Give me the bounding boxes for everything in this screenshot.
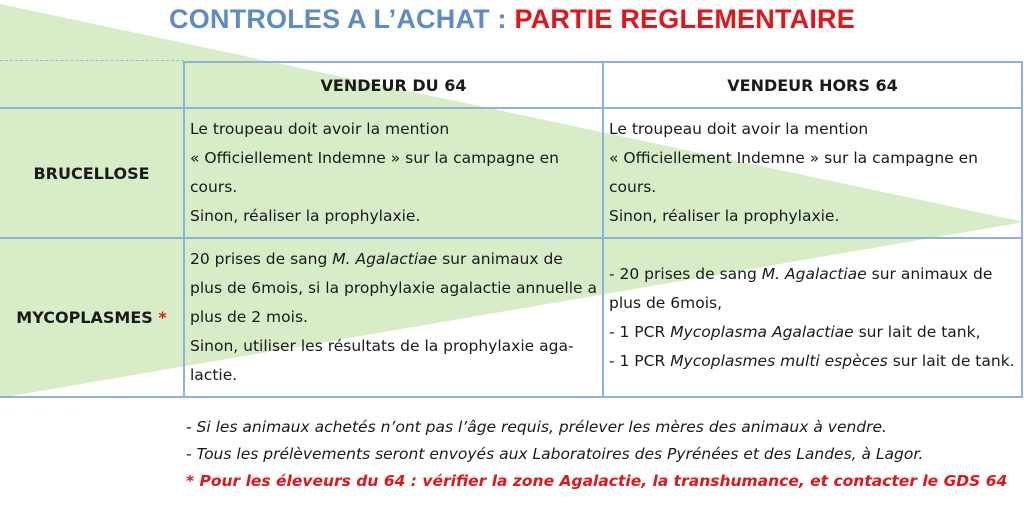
species-name: Mycoplasmes multi espèces [670, 351, 888, 370]
species-name: M. Agalactiae [761, 264, 867, 283]
text-fragment: sur animaux de plus de 6mois, si la prophylaxie agalactie annuelle a plus de 2 mois. [190, 250, 598, 326]
footnote-laboratory: - Tous les prélèvements seront envoyés aux Laboratoires des Pyrénées et des Landes, à Lagor. [186, 445, 924, 463]
text-line: Sinon, réaliser la prophylaxie. [609, 207, 840, 225]
text-line: Sinon, utiliser les résultats de la prophylaxie aga-lactie. [190, 337, 574, 384]
text-line: « Officiellement Indemne » sur la campagne en cours. [609, 149, 979, 196]
header-vendeur-hors-64: VENDEUR HORS 64 [603, 62, 1022, 108]
asterisk-marker: * [158, 308, 167, 327]
text-line [190, 245, 599, 332]
footnote-age: - Si les animaux achetés n’ont pas l’âge requis, prélever les mères des animaux à vendre. [186, 418, 887, 436]
mycoplasmes-vendeur-64-cell [184, 238, 603, 397]
text-fragment: - 1 PCR [609, 322, 671, 341]
species-name: Mycoplasma Agalactiae [670, 322, 854, 341]
text-line [609, 347, 1018, 376]
row-label-text: MYCOPLASMES [16, 308, 153, 327]
text-line [609, 260, 1018, 318]
header-vendeur-64: VENDEUR DU 64 [184, 62, 603, 108]
text-fragment: sur animaux de plus de 6mois, [609, 264, 993, 312]
page-title [0, 4, 1024, 35]
row-label-mycoplasmes [0, 238, 184, 397]
control-table [0, 61, 1023, 398]
table-row-mycoplasmes [0, 238, 1022, 397]
species-name: M. Agalactiae [332, 250, 438, 268]
footnote-warning: * Pour les éleveurs du 64 : vérifier la zone Agalactie, la transhumance, et contacter le GDS 64 [186, 472, 1008, 490]
footnotes [186, 414, 1007, 495]
text-line [609, 318, 1018, 347]
text-line: Le troupeau doit avoir la mention [609, 120, 869, 138]
text-fragment: - 20 prises de sang [609, 264, 762, 283]
row-label-brucellose: BRUCELLOSE [0, 108, 184, 238]
text-fragment: sur lait de tank. [887, 351, 1015, 370]
title-highlight: PARTIE REGLEMENTAIRE [514, 4, 855, 34]
brucellose-vendeur-hors-64-cell [603, 108, 1022, 238]
text-fragment: sur lait de tank, [853, 322, 981, 341]
brucellose-vendeur-64-cell [184, 108, 603, 238]
table-header-row [0, 62, 1022, 108]
text-line: « Officiellement Indemne » sur la campagne en cours. [190, 149, 560, 196]
title-main: CONTROLES A L’ACHAT : [169, 4, 515, 34]
text-line: Le troupeau doit avoir la mention [190, 120, 450, 138]
table-corner-cell [0, 62, 184, 108]
text-fragment: 20 prises de sang [190, 250, 333, 268]
text-line: Sinon, réaliser la prophylaxie. [190, 207, 421, 225]
table-row-brucellose [0, 108, 1022, 238]
text-fragment: - 1 PCR [609, 351, 671, 370]
mycoplasmes-vendeur-hors-64-cell [603, 238, 1022, 397]
